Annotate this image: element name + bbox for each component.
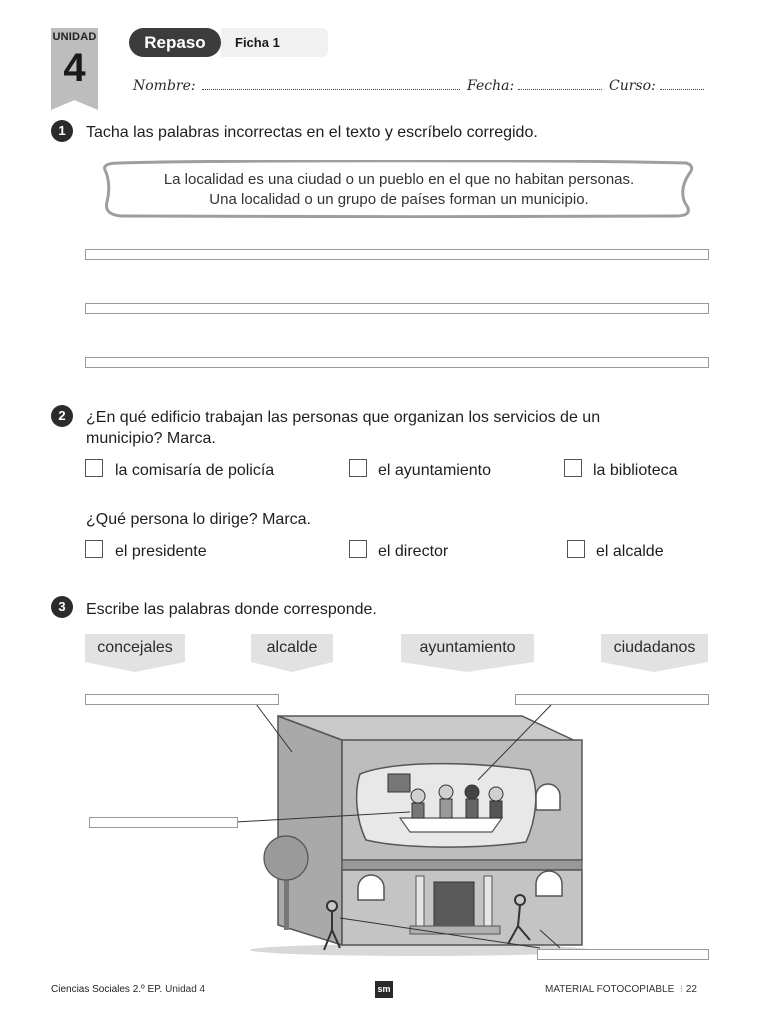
answer-line-1[interactable]	[85, 249, 709, 260]
curso-field[interactable]	[660, 89, 704, 90]
fecha-field[interactable]	[518, 89, 602, 90]
checkbox-ayuntamiento[interactable]	[349, 459, 367, 477]
exercise-1-instruction: Tacha las palabras incorrectas en el texto y escríbelo corregido.	[86, 124, 538, 141]
word-tag-concejales	[85, 634, 185, 672]
footer-left	[51, 984, 205, 995]
word-ciudadanos: ciudadanos	[613, 639, 696, 656]
exercise-2-question-1	[86, 407, 600, 449]
exercise-2-question-1-line-2: municipio? Marca.	[86, 430, 216, 447]
sm-logo: sm	[375, 981, 393, 998]
word-tag-ciudadanos	[601, 634, 708, 672]
label-box-bottom-right[interactable]	[537, 949, 709, 960]
ficha-label: Ficha 1	[235, 35, 280, 50]
exercise-3-instruction: Escribe las palabras donde corresponde.	[86, 601, 377, 618]
unit-number: 4	[63, 46, 86, 90]
word-alcalde: alcalde	[266, 639, 318, 656]
repaso-badge: Repaso	[129, 28, 221, 57]
exercise-1-text-line-2: Una localidad o un grupo de países forman un municipio.	[209, 191, 589, 208]
label-box-top-right[interactable]	[515, 694, 709, 705]
footer-material: MATERIAL FOTOCOPIABLE	[545, 984, 675, 995]
option-biblioteca-label: la biblioteca	[593, 462, 678, 479]
word-tag-alcalde	[251, 634, 333, 672]
word-ayuntamiento: ayuntamiento	[419, 639, 516, 656]
checkbox-presidente[interactable]	[85, 540, 103, 558]
exercise-2-question-2: ¿Qué persona lo dirige? Marca.	[86, 511, 311, 528]
word-tag-ayuntamiento	[401, 634, 534, 672]
exercise-1-number: 1	[51, 120, 73, 142]
option-alcalde-label: el alcalde	[596, 543, 664, 560]
nombre-field[interactable]	[202, 89, 460, 90]
checkbox-biblioteca[interactable]	[564, 459, 582, 477]
answer-line-2[interactable]	[85, 303, 709, 314]
label-box-middle-left[interactable]	[89, 817, 238, 828]
checkbox-comisaria[interactable]	[85, 459, 103, 477]
word-concejales: concejales	[97, 639, 173, 656]
option-ayuntamiento-label: el ayuntamiento	[378, 462, 491, 479]
checkbox-alcalde[interactable]	[567, 540, 585, 558]
exercise-2-number: 2	[51, 405, 73, 427]
answer-line-3[interactable]	[85, 357, 709, 368]
exercise-1-text	[110, 170, 688, 210]
exercise-2-question-1-line-1: ¿En qué edificio trabajan las personas que organizan los servicios de un	[86, 409, 601, 426]
exercise-1-text-line-1: La localidad es una ciudad o un pueblo en el que no habitan personas.	[163, 171, 635, 188]
footer-page-number: 22	[685, 984, 697, 995]
fecha-label: Fecha:	[467, 78, 515, 94]
curso-label: Curso:	[609, 78, 656, 94]
exercise-3-number: 3	[51, 596, 73, 618]
footer-unit: Unidad 4	[165, 984, 206, 995]
label-box-top-left[interactable]	[85, 694, 279, 705]
nombre-label: Nombre:	[133, 78, 196, 94]
option-comisaria-label: la comisaría de policía	[115, 462, 275, 479]
footer-subject: Ciencias Sociales 2.º EP.	[51, 984, 163, 995]
unit-label: UNIDAD	[52, 31, 97, 43]
footer-right: MATERIAL FOTOCOPIABLE ⁝ 22	[545, 984, 697, 995]
option-director-label: el director	[378, 543, 449, 560]
checkbox-director[interactable]	[349, 540, 367, 558]
option-presidente-label: el presidente	[115, 543, 207, 560]
